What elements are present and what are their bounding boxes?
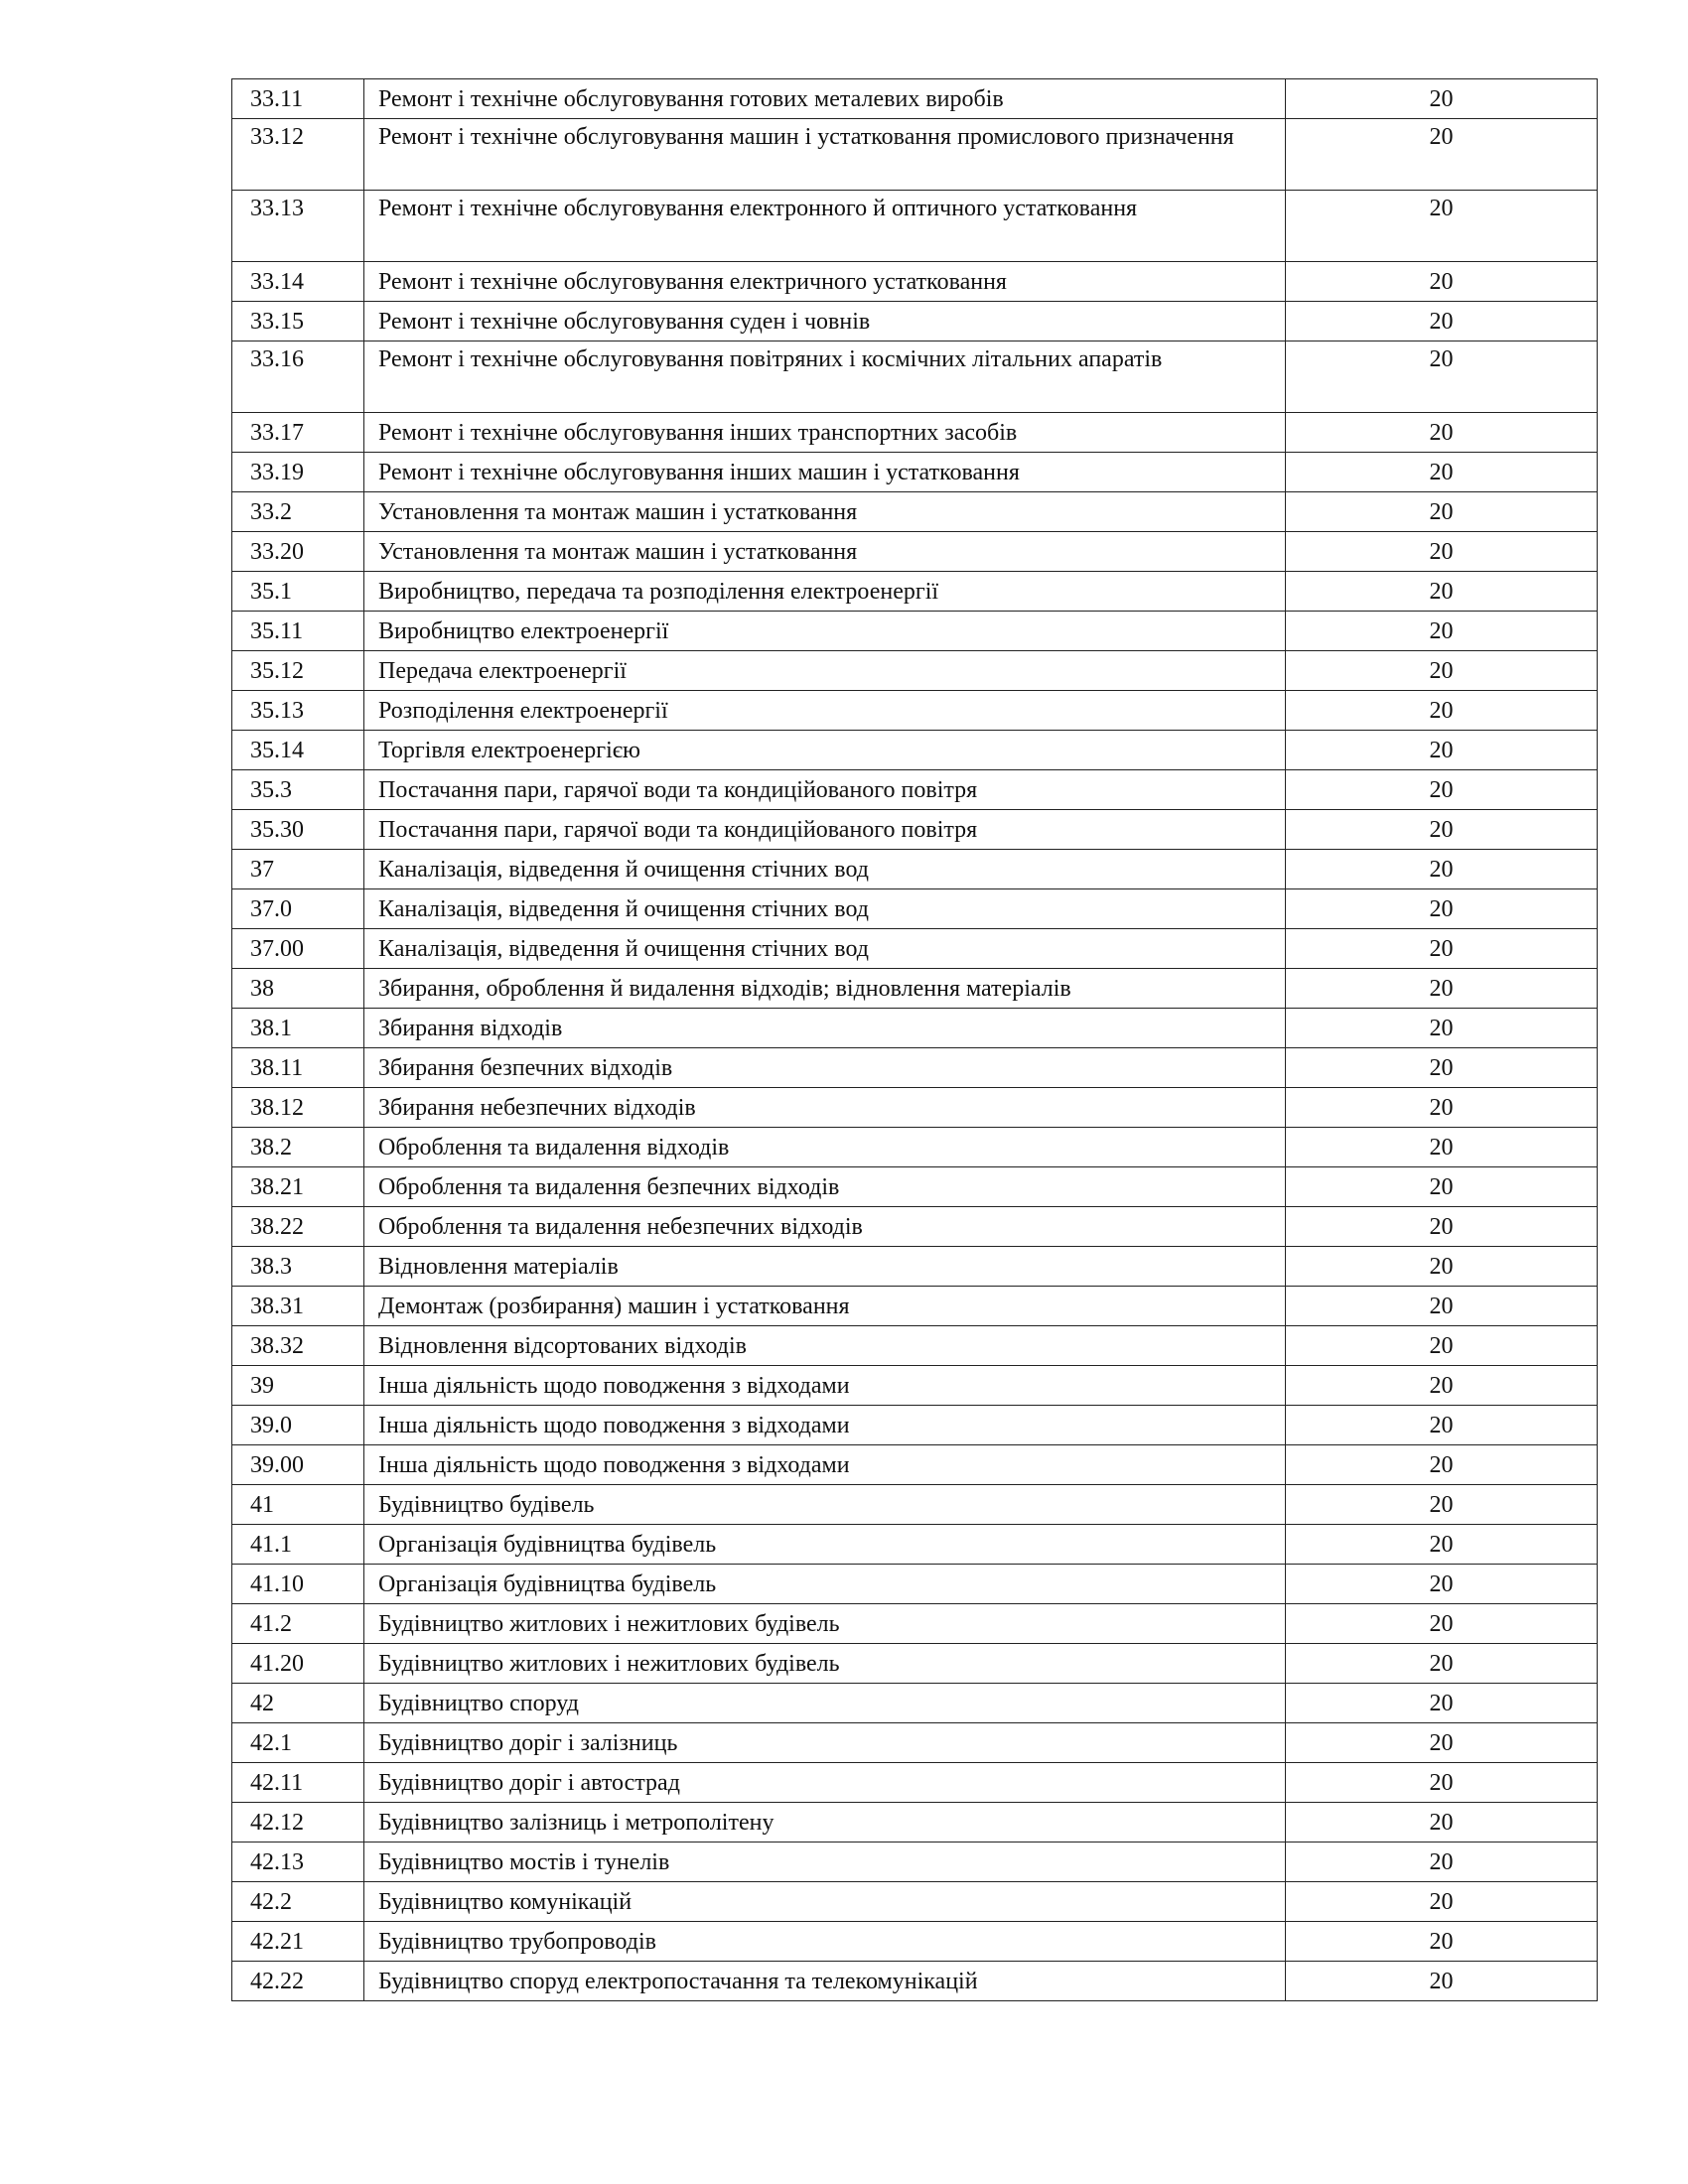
name-cell: Виробництво електроенергії — [364, 612, 1286, 651]
name-cell: Організація будівництва будівель — [364, 1565, 1286, 1604]
table-row — [232, 1525, 1598, 1565]
rate-cell: 20 — [1286, 929, 1598, 969]
code-cell: 38.12 — [232, 1088, 364, 1128]
rate-cell: 20 — [1286, 612, 1598, 651]
table-row — [232, 119, 1598, 191]
rate-cell: 20 — [1286, 731, 1598, 770]
name-cell: Інша діяльність щодо поводження з відходами — [364, 1406, 1286, 1445]
name-cell: Будівництво житлових і нежитлових будівель — [364, 1604, 1286, 1644]
rate-cell: 20 — [1286, 413, 1598, 453]
rate-cell: 20 — [1286, 1167, 1598, 1207]
table-row — [232, 1207, 1598, 1247]
name-cell: Каналізація, відведення й очищення стічних вод — [364, 850, 1286, 889]
name-cell: Ремонт і технічне обслуговування готових металевих виробів — [364, 79, 1286, 119]
rate-cell: 20 — [1286, 889, 1598, 929]
name-cell: Будівництво трубопроводів — [364, 1922, 1286, 1962]
rate-cell: 20 — [1286, 850, 1598, 889]
name-cell: Будівництво доріг і залізниць — [364, 1723, 1286, 1763]
code-cell: 42.2 — [232, 1882, 364, 1922]
rate-cell: 20 — [1286, 302, 1598, 341]
table-row — [232, 850, 1598, 889]
code-cell: 38.1 — [232, 1009, 364, 1048]
table-row — [232, 1644, 1598, 1684]
rate-cell: 20 — [1286, 1009, 1598, 1048]
name-cell: Передача електроенергії — [364, 651, 1286, 691]
table-row — [232, 1326, 1598, 1366]
table-row — [232, 1009, 1598, 1048]
code-cell: 35.30 — [232, 810, 364, 850]
name-cell: Ремонт і технічне обслуговування інших машин і устатковання — [364, 453, 1286, 492]
code-cell: 35.12 — [232, 651, 364, 691]
code-cell: 37 — [232, 850, 364, 889]
name-cell: Оброблення та видалення відходів — [364, 1128, 1286, 1167]
rate-cell: 20 — [1286, 1803, 1598, 1843]
code-cell: 38.2 — [232, 1128, 364, 1167]
rate-cell: 20 — [1286, 1922, 1598, 1962]
rate-cell: 20 — [1286, 453, 1598, 492]
table-row — [232, 572, 1598, 612]
table-row — [232, 731, 1598, 770]
code-cell: 38.11 — [232, 1048, 364, 1088]
table-row — [232, 810, 1598, 850]
code-cell: 35.14 — [232, 731, 364, 770]
activity-codes-table — [231, 78, 1598, 2001]
name-cell: Будівництво доріг і автострад — [364, 1763, 1286, 1803]
code-cell: 39.00 — [232, 1445, 364, 1485]
table-row — [232, 1366, 1598, 1406]
name-cell: Ремонт і технічне обслуговування машин і устатковання промислового призначення — [364, 119, 1286, 191]
name-cell: Збирання, оброблення й видалення відходів; відновлення матеріалів — [364, 969, 1286, 1009]
name-cell: Розподілення електроенергії — [364, 691, 1286, 731]
name-cell: Будівництво мостів і тунелів — [364, 1843, 1286, 1882]
rate-cell: 20 — [1286, 79, 1598, 119]
name-cell: Ремонт і технічне обслуговування повітряних і космічних літальних апаратів — [364, 341, 1286, 413]
rate-cell: 20 — [1286, 1525, 1598, 1565]
name-cell: Торгівля електроенергією — [364, 731, 1286, 770]
table-row — [232, 1088, 1598, 1128]
code-cell: 41.20 — [232, 1644, 364, 1684]
name-cell: Оброблення та видалення безпечних відходів — [364, 1167, 1286, 1207]
name-cell: Ремонт і технічне обслуговування інших транспортних засобів — [364, 413, 1286, 453]
name-cell: Оброблення та видалення небезпечних відходів — [364, 1207, 1286, 1247]
rate-cell: 20 — [1286, 532, 1598, 572]
code-cell: 42.1 — [232, 1723, 364, 1763]
table-row — [232, 191, 1598, 262]
table-row — [232, 341, 1598, 413]
table-row — [232, 79, 1598, 119]
rate-cell: 20 — [1286, 1644, 1598, 1684]
rate-cell: 20 — [1286, 1406, 1598, 1445]
rate-cell: 20 — [1286, 1128, 1598, 1167]
table-row — [232, 413, 1598, 453]
table-row — [232, 612, 1598, 651]
rate-cell: 20 — [1286, 1485, 1598, 1525]
name-cell: Постачання пари, гарячої води та кондиційованого повітря — [364, 810, 1286, 850]
rate-cell: 20 — [1286, 1207, 1598, 1247]
name-cell: Установлення та монтаж машин і устатковання — [364, 492, 1286, 532]
code-cell: 33.11 — [232, 79, 364, 119]
rate-cell: 20 — [1286, 1088, 1598, 1128]
name-cell: Будівництво споруд — [364, 1684, 1286, 1723]
code-cell: 42.13 — [232, 1843, 364, 1882]
table-row — [232, 1128, 1598, 1167]
name-cell: Збирання відходів — [364, 1009, 1286, 1048]
code-cell: 33.2 — [232, 492, 364, 532]
code-cell: 33.20 — [232, 532, 364, 572]
name-cell: Виробництво, передача та розподілення електроенергії — [364, 572, 1286, 612]
rate-cell: 20 — [1286, 1723, 1598, 1763]
name-cell: Установлення та монтаж машин і устатковання — [364, 532, 1286, 572]
code-cell: 39.0 — [232, 1406, 364, 1445]
name-cell: Відновлення матеріалів — [364, 1247, 1286, 1287]
code-cell: 33.17 — [232, 413, 364, 453]
code-cell: 38.3 — [232, 1247, 364, 1287]
table-row — [232, 691, 1598, 731]
rate-cell: 20 — [1286, 492, 1598, 532]
rate-cell: 20 — [1286, 1962, 1598, 2001]
rate-cell: 20 — [1286, 1843, 1598, 1882]
code-cell: 35.1 — [232, 572, 364, 612]
name-cell: Будівництво будівель — [364, 1485, 1286, 1525]
code-cell: 33.12 — [232, 119, 364, 191]
name-cell: Організація будівництва будівель — [364, 1525, 1286, 1565]
rate-cell: 20 — [1286, 1366, 1598, 1406]
name-cell: Збирання безпечних відходів — [364, 1048, 1286, 1088]
table-row — [232, 1763, 1598, 1803]
table-row — [232, 1485, 1598, 1525]
table-row — [232, 1723, 1598, 1763]
code-cell: 38.21 — [232, 1167, 364, 1207]
name-cell: Будівництво житлових і нежитлових будівель — [364, 1644, 1286, 1684]
table-row — [232, 929, 1598, 969]
rate-cell: 20 — [1286, 191, 1598, 262]
code-cell: 33.15 — [232, 302, 364, 341]
code-cell: 41.1 — [232, 1525, 364, 1565]
code-cell: 33.16 — [232, 341, 364, 413]
name-cell: Демонтаж (розбирання) машин і устатковання — [364, 1287, 1286, 1326]
table-row — [232, 770, 1598, 810]
rate-cell: 20 — [1286, 1287, 1598, 1326]
code-cell: 42.11 — [232, 1763, 364, 1803]
table-row — [232, 492, 1598, 532]
code-cell: 33.19 — [232, 453, 364, 492]
rate-cell: 20 — [1286, 691, 1598, 731]
code-cell: 38.31 — [232, 1287, 364, 1326]
table-row — [232, 1048, 1598, 1088]
code-cell: 41 — [232, 1485, 364, 1525]
name-cell: Каналізація, відведення й очищення стічних вод — [364, 929, 1286, 969]
code-cell: 35.11 — [232, 612, 364, 651]
table-row — [232, 1406, 1598, 1445]
table-row — [232, 1565, 1598, 1604]
name-cell: Будівництво залізниць і метрополітену — [364, 1803, 1286, 1843]
name-cell: Постачання пари, гарячої води та кондиційованого повітря — [364, 770, 1286, 810]
code-cell: 41.2 — [232, 1604, 364, 1644]
rate-cell: 20 — [1286, 969, 1598, 1009]
rate-cell: 20 — [1286, 1882, 1598, 1922]
table-row — [232, 302, 1598, 341]
name-cell: Будівництво комунікацій — [364, 1882, 1286, 1922]
code-cell: 38 — [232, 969, 364, 1009]
rate-cell: 20 — [1286, 1445, 1598, 1485]
name-cell: Збирання небезпечних відходів — [364, 1088, 1286, 1128]
name-cell: Ремонт і технічне обслуговування суден і човнів — [364, 302, 1286, 341]
table-row — [232, 1882, 1598, 1922]
name-cell: Інша діяльність щодо поводження з відходами — [364, 1445, 1286, 1485]
code-cell: 37.00 — [232, 929, 364, 969]
name-cell: Каналізація, відведення й очищення стічних вод — [364, 889, 1286, 929]
table-row — [232, 532, 1598, 572]
rate-cell: 20 — [1286, 810, 1598, 850]
rate-cell: 20 — [1286, 1048, 1598, 1088]
code-cell: 37.0 — [232, 889, 364, 929]
code-cell: 42.21 — [232, 1922, 364, 1962]
rate-cell: 20 — [1286, 1604, 1598, 1644]
rate-cell: 20 — [1286, 262, 1598, 302]
table-row — [232, 889, 1598, 929]
rate-cell: 20 — [1286, 651, 1598, 691]
code-cell: 35.3 — [232, 770, 364, 810]
code-cell: 39 — [232, 1366, 364, 1406]
table-row — [232, 651, 1598, 691]
table-row — [232, 1604, 1598, 1644]
table-body — [232, 79, 1598, 2001]
rate-cell: 20 — [1286, 1326, 1598, 1366]
code-cell: 42.22 — [232, 1962, 364, 2001]
table-row — [232, 1287, 1598, 1326]
table-row — [232, 1684, 1598, 1723]
table-row — [232, 969, 1598, 1009]
table-row — [232, 453, 1598, 492]
table-row — [232, 1803, 1598, 1843]
table-row — [232, 1922, 1598, 1962]
code-cell: 38.22 — [232, 1207, 364, 1247]
table-row — [232, 1167, 1598, 1207]
code-cell: 35.13 — [232, 691, 364, 731]
rate-cell: 20 — [1286, 1763, 1598, 1803]
name-cell: Будівництво споруд електропостачання та телекомунікацій — [364, 1962, 1286, 2001]
rate-cell: 20 — [1286, 1684, 1598, 1723]
name-cell: Відновлення відсортованих відходів — [364, 1326, 1286, 1366]
rate-cell: 20 — [1286, 572, 1598, 612]
rate-cell: 20 — [1286, 770, 1598, 810]
name-cell: Інша діяльність щодо поводження з відходами — [364, 1366, 1286, 1406]
code-cell: 42.12 — [232, 1803, 364, 1843]
table-row — [232, 262, 1598, 302]
name-cell: Ремонт і технічне обслуговування електричного устатковання — [364, 262, 1286, 302]
name-cell: Ремонт і технічне обслуговування електронного й оптичного устатковання — [364, 191, 1286, 262]
code-cell: 33.13 — [232, 191, 364, 262]
rate-cell: 20 — [1286, 1247, 1598, 1287]
table-row — [232, 1445, 1598, 1485]
code-cell: 38.32 — [232, 1326, 364, 1366]
rate-cell: 20 — [1286, 341, 1598, 413]
rate-cell: 20 — [1286, 119, 1598, 191]
table-row — [232, 1843, 1598, 1882]
rate-cell: 20 — [1286, 1565, 1598, 1604]
table-row — [232, 1962, 1598, 2001]
code-cell: 41.10 — [232, 1565, 364, 1604]
table-row — [232, 1247, 1598, 1287]
code-cell: 33.14 — [232, 262, 364, 302]
code-cell: 42 — [232, 1684, 364, 1723]
